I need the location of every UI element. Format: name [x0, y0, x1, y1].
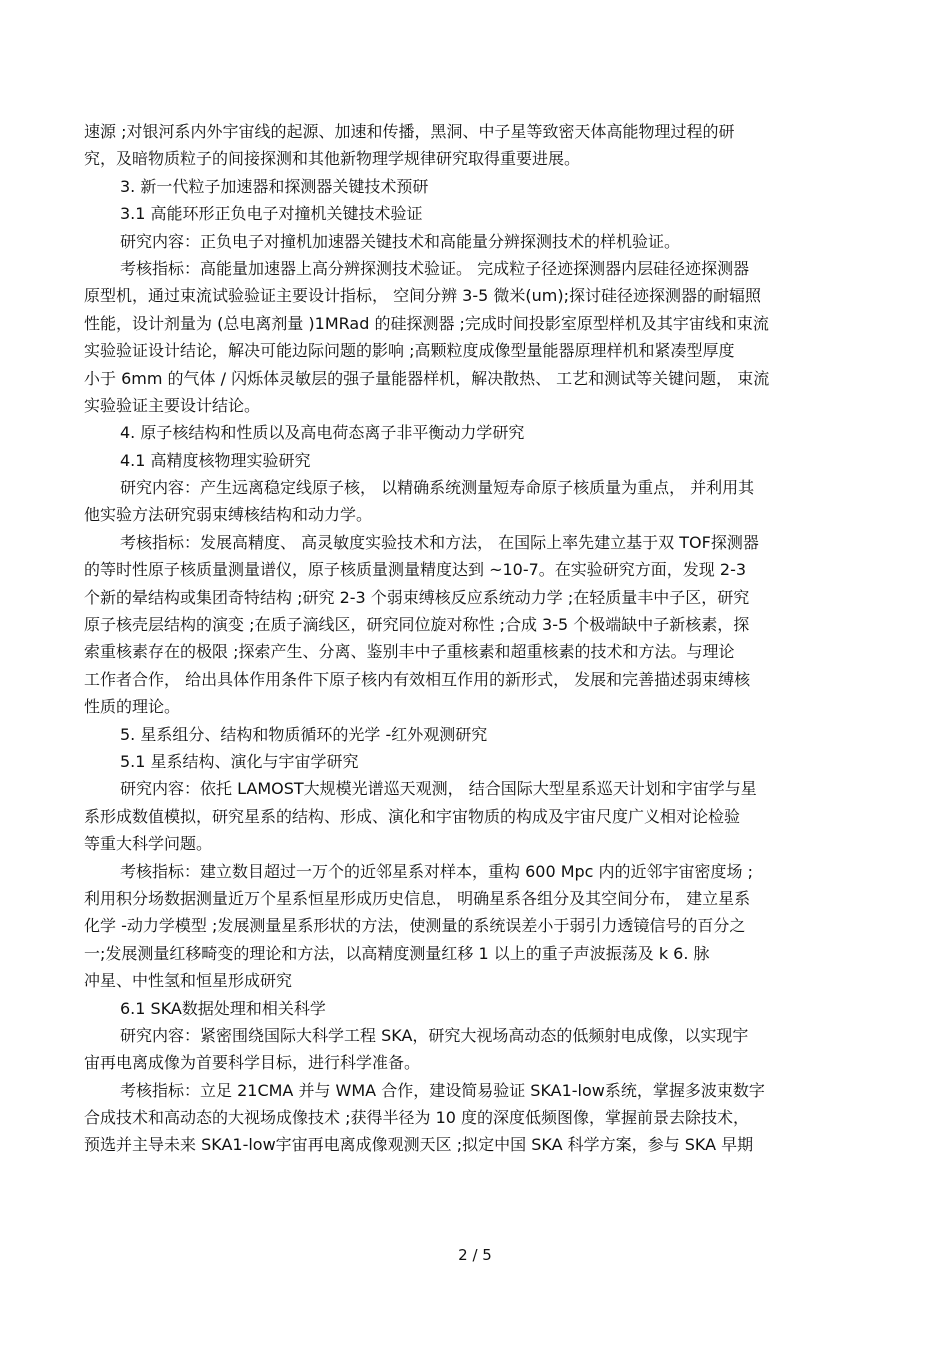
text-line: 速源 ;对银河系内外宇宙线的起源、加速和传播，黑洞、中子星等致密天体高能物理过程的研 — [84, 122, 735, 141]
text-line: 利用积分场数据测量近万个星系恒星形成历史信息， 明确星系各组分及其空间分布， 建立星系 — [84, 888, 751, 908]
text-line: 化学 -动力学模型 ;发展测量星系形状的方法，使测量的系统误差小于弱引力透镜信号的百分之 — [84, 916, 746, 936]
text-line: 研究内容：产生远离稳定线原子核， 以精确系统测量短寿命原子核质量为重点， 并利用其 — [120, 478, 755, 498]
text-line: 研究内容：紧密围绕国际大科学工程 SKA，研究大视场高动态的低频射电成像，以实现宇 — [120, 1025, 749, 1045]
text-line: 4.1 高精度核物理实验研究 — [120, 450, 311, 470]
text-line: 考核指标：建立数目超过一万个的近邻星系对样本，重构 600 Mpc 内的近邻宇宙密度场 ; — [120, 861, 754, 881]
text-line: 的等时性原子核质量测量谱仪，原子核质量测量精度达到 ~10-7。在实验研究方面，发现 2-3 — [84, 560, 747, 580]
text-line: 性质的理论。 — [84, 697, 181, 717]
text-line: 3.1 高能环形正负电子对撞机关键技术验证 — [120, 204, 423, 224]
text-line: 冲星、中性氢和恒星形成研究 — [84, 971, 293, 991]
text-line: 小于 6mm 的气体 / 闪烁体灵敏层的强子量能器样机，解决散热、 工艺和测试等关键问题， 束流 — [84, 368, 770, 388]
text-line: 预选并主导未来 SKA1-low宇宙再电离成像观测天区 ;拟定中国 SKA 科学方案，参与 SKA 早期 — [84, 1135, 754, 1155]
text-line: 合成技术和高动态的大视场成像技术 ;获得半径为 10 度的深度低频图像，掌握前景去除技术， — [84, 1108, 750, 1128]
text-line: 5. 星系组分、结构和物质循环的光学 -红外观测研究 — [120, 724, 488, 744]
text-line: 4. 原子核结构和性质以及高电荷态离子非平衡动力学研究 — [120, 423, 525, 443]
text-line: 原子核壳层结构的演变 ;在质子滴线区，研究同位旋对称性 ;合成 3-5 个极端缺中子新核素，探 — [84, 615, 750, 635]
page-number: 2 / 5 — [458, 1246, 492, 1264]
text-line: 考核指标：立足 21CMA 并与 WMA 合作，建设简易验证 SKA1-low系统，掌握多波束数字 — [120, 1080, 765, 1100]
text-line: 研究内容：依托 LAMOST大规模光谱巡天观测， 结合国际大型星系巡天计划和宇宙学与星 — [120, 779, 757, 799]
text-line: 等重大科学问题。 — [84, 834, 213, 854]
body-text — [84, 118, 868, 1159]
text-line: 考核指标：发展高精度、 高灵敏度实验技术和方法， 在国际上率先建立基于双 TOF探测器 — [120, 532, 759, 552]
text-line: 原型机，通过束流试验验证主要设计指标， 空间分辨 3-5 微米(um);探讨硅径迹探测器的耐辐照 — [84, 286, 761, 306]
text-line: 索重核素存在的极限 ;探索产生、分离、鉴别丰中子重核素和超重核素的技术和方法。与理论 — [84, 642, 735, 662]
text-line: 6.1 SKA数据处理和相关科学 — [120, 998, 326, 1018]
text-line: 系形成数值模拟，研究星系的结构、形成、演化和宇宙物质的构成及宇宙尺度广义相对论检验 — [84, 806, 741, 826]
text-line: 性能，设计剂量为 (总电离剂量 )1MRad 的硅探测器 ;完成时间投影室原型样机及其宇宙线和束流 — [84, 313, 769, 333]
text-line: 工作者合作， 给出具体作用条件下原子核内有效相互作用的新形式， 发展和完善描述弱束缚核 — [84, 669, 751, 689]
text-line: 实验验证主要设计结论。 — [84, 395, 261, 415]
text-line: 考核指标：高能量加速器上高分辨探测技术验证。 完成粒子径迹探测器内层硅径迹探测器 — [120, 258, 750, 278]
text-line: 他实验方法研究弱束缚核结构和动力学。 — [84, 505, 373, 525]
text-line: 5.1 星系结构、演化与宇宙学研究 — [120, 751, 359, 771]
text-line: 个新的晕结构或集团奇特结构 ;研究 2-3 个弱束缚核反应系统动力学 ;在轻质量丰中子区，研究 — [84, 587, 750, 607]
text-line: 3. 新一代粒子加速器和探测器关键技术预研 — [120, 176, 429, 196]
text-line: 究，及暗物质粒子的间接探测和其他新物理学规律研究取得重要进展。 — [84, 149, 581, 169]
text-line: 宙再电离成像为首要科学目标，进行科学准备。 — [84, 1053, 421, 1073]
text-line: 研究内容：正负电子对撞机加速器关键技术和高能量分辨探测技术的样机验证。 — [120, 231, 681, 251]
text-line: 一;发展测量红移畸变的理论和方法，以高精度测量红移 1 以上的重子声波振荡及 k 6. 脉 — [84, 943, 710, 963]
text-line: 实验验证设计结论，解决可能边际问题的影响 ;高颗粒度成像型量能器原理样机和紧凑型厚度 — [84, 341, 735, 361]
